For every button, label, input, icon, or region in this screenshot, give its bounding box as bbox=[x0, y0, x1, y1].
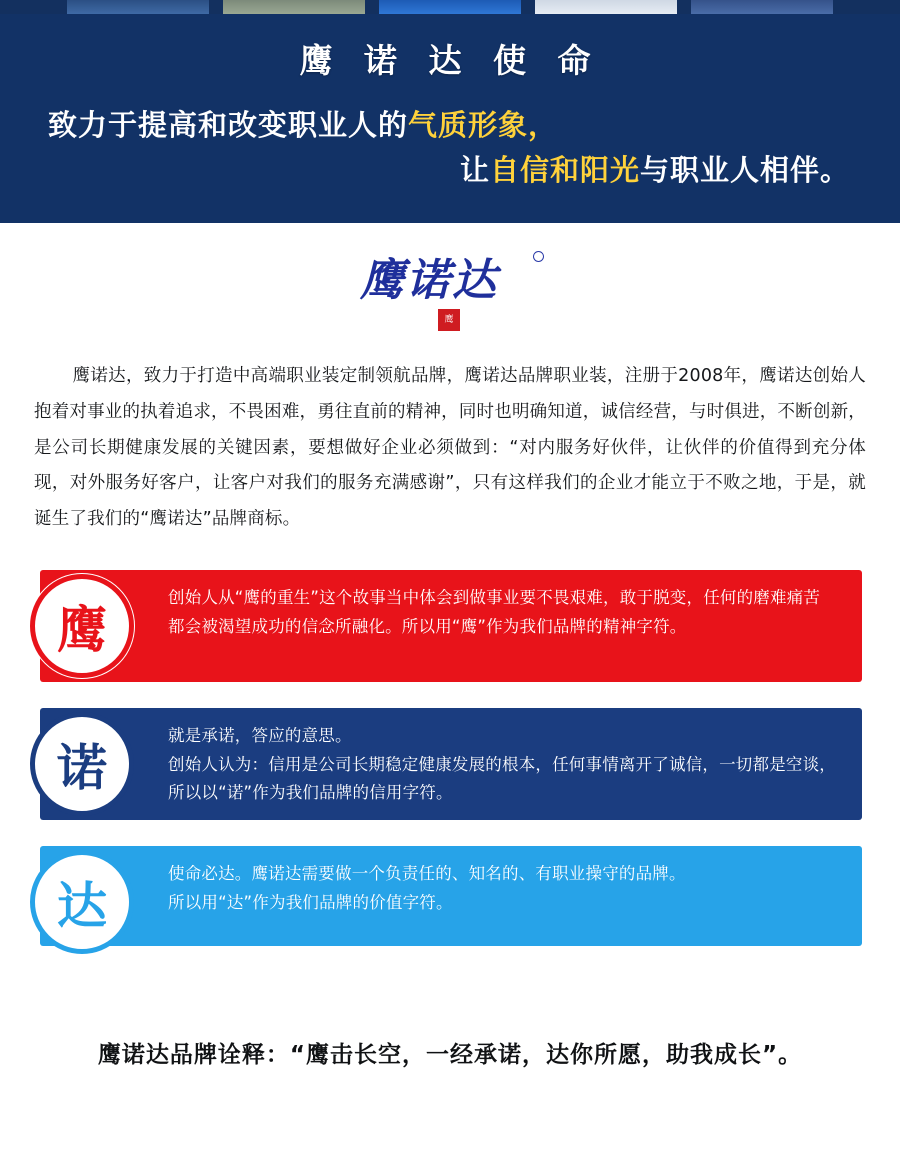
circle-decoration-icon bbox=[533, 251, 544, 262]
mission-line-2-highlight: 自信和阳光 bbox=[489, 152, 640, 187]
character-badge-ying: 鹰 bbox=[30, 574, 134, 678]
character-meaning-blocks bbox=[0, 548, 900, 974]
mission-statement-line-2 bbox=[40, 148, 860, 193]
brand-intro-section bbox=[0, 353, 900, 548]
mission-line-1-text: 致力于提高和改变职业人的 bbox=[48, 107, 409, 142]
mission-banner bbox=[0, 14, 900, 223]
character-block-da-text-line-2: 所以用“达”作为我们品牌的价值字符。 bbox=[168, 892, 453, 912]
mission-title: 鹰 诺 达 使 命 bbox=[299, 41, 601, 80]
character-block-nuo-text-line-1: 就是承诺，答应的意思。 bbox=[168, 726, 352, 746]
character-block-da-body bbox=[40, 846, 862, 946]
character-badge-da: 达 bbox=[30, 850, 134, 954]
character-block-ying-text: 创始人从“鹰的重生”这个故事当中体会到做事业要不畏艰难，敢于脱变，任何的磨难痛苦都会被渴望成功的信念所融化。所以用“鹰”作为我们品牌的精神字符。 bbox=[168, 588, 821, 636]
brand-logo bbox=[360, 251, 540, 337]
brand-seal-icon: 鹰 bbox=[438, 309, 460, 331]
brand-intro-paragraph: 鹰诺达，致力于打造中高端职业装定制领航品牌，鹰诺达品牌职业装，注册于2008年，鹰诺达创始人抱着对事业的执着追求，不畏困难，勇往直前的精神，同时也明确知道，诚信经营，与时俱进，不断创新，是公司长期健康发展的关键因素，要想做好企业必须做到：“对内服务好伙伴，让伙伴的价值得到充分体现，对外服务好客户，让客户对我们的服务充满感谢”，只有这样我们的企业才能立于不败之地，于是，就诞生了我们的“鹰诺达”品牌商标。 bbox=[34, 365, 866, 530]
brand-logo-wordmark: 鹰诺达 bbox=[360, 254, 498, 306]
closing-slogan-section bbox=[0, 984, 900, 1109]
closing-slogan-text: 鹰诺达品牌诠释：“鹰击长空，一经承诺，达你所愿，助我成长”。 bbox=[97, 1042, 803, 1069]
character-block-nuo bbox=[0, 708, 900, 836]
character-block-nuo-text-line-2: 创始人认为：信用是公司长期稳定健康发展的根本，任何事情离开了诚信，一切都是空谈，所以以“诺”作为我们品牌的信用字符。 bbox=[168, 754, 836, 802]
brand-logo-area bbox=[0, 223, 900, 353]
character-block-nuo-body bbox=[40, 708, 862, 820]
mission-statement-line-1 bbox=[40, 103, 860, 148]
character-badge-nuo: 诺 bbox=[30, 712, 134, 816]
mission-line-2-text-a: 让 bbox=[459, 152, 490, 187]
mission-line-1-highlight: 气质形象， bbox=[408, 107, 559, 142]
character-block-ying-body bbox=[40, 570, 862, 682]
character-block-da bbox=[0, 846, 900, 974]
mission-line-2-text-b: 与职业人相伴。 bbox=[639, 152, 850, 187]
character-block-ying bbox=[0, 570, 900, 698]
photo-thumbnail bbox=[691, 0, 833, 14]
character-block-da-text-line-1: 使命必达。鹰诺达需要做一个负责任的、知名的、有职业操守的品牌。 bbox=[168, 864, 686, 884]
photo-thumbnail-strip bbox=[0, 0, 900, 14]
photo-thumbnail bbox=[223, 0, 365, 14]
photo-thumbnail bbox=[379, 0, 521, 14]
photo-thumbnail bbox=[535, 0, 677, 14]
photo-thumbnail bbox=[67, 0, 209, 14]
